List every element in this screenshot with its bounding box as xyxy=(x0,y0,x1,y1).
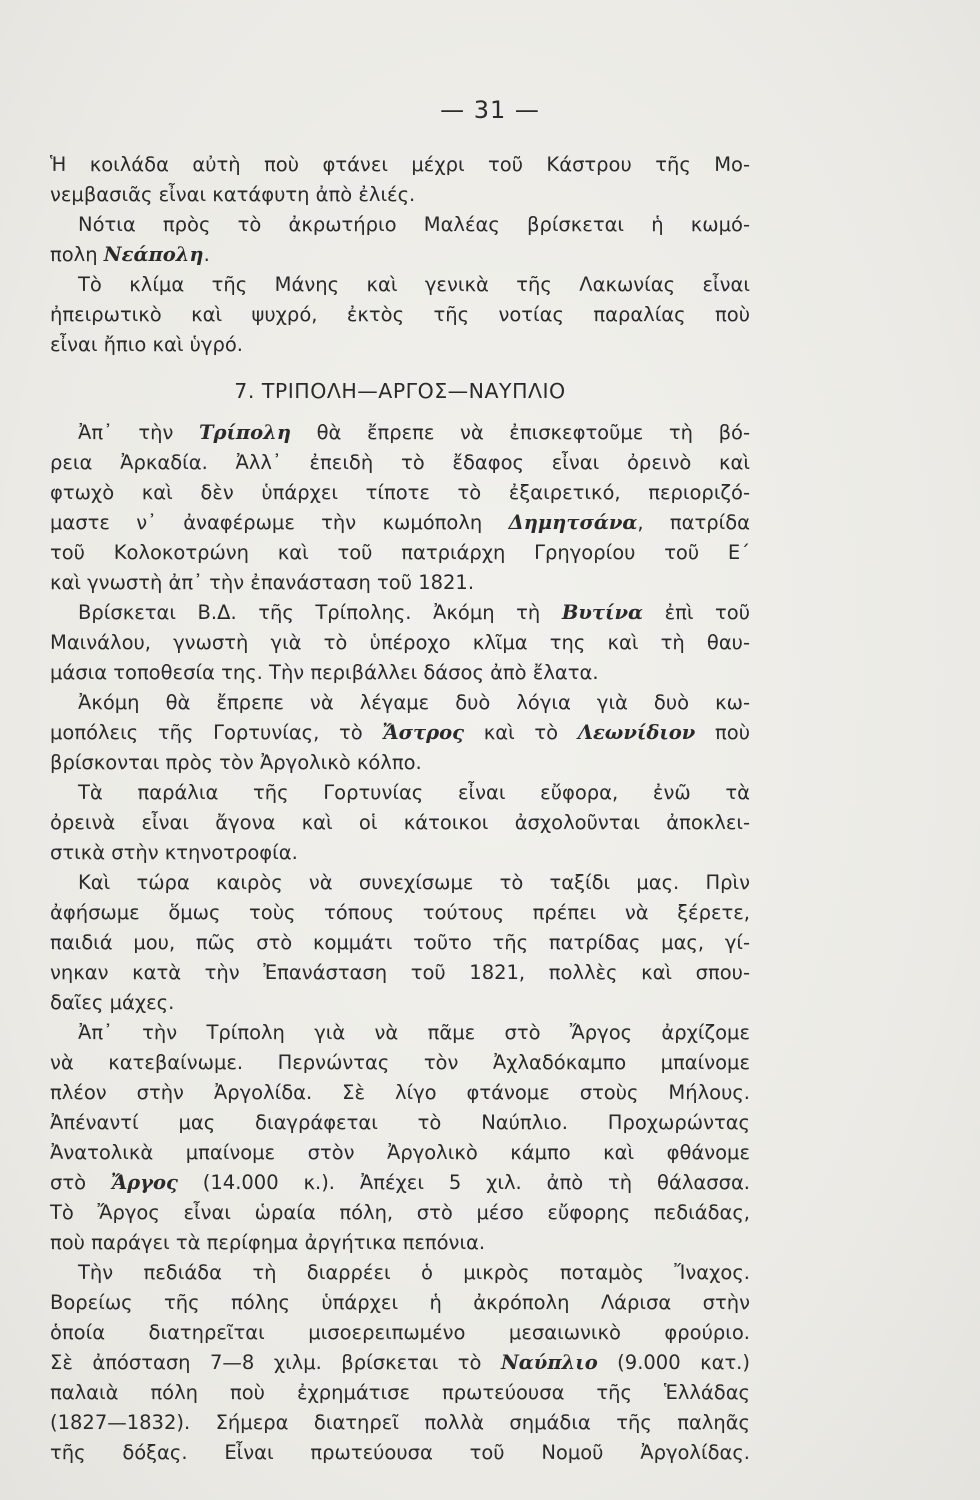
text-line: Τὸ κλίμα τῆς Μάνης καὶ γενικὰ τῆς Λακωνίας εἶναι xyxy=(78,273,750,296)
place-name-nafplio: Ναύπλιο xyxy=(500,1351,598,1374)
text-span: . xyxy=(203,243,210,266)
text-line: ὁποία διατηρεῖται μισοερειπωμένο μεσαιωνικὸ φρούριο. xyxy=(50,1321,750,1344)
text-span: (14.000 κ.). Ἀπέχει 5 χιλ. ἀπὸ τὴ θάλασσα. xyxy=(177,1171,750,1194)
text-line: ἀφήσωμε ὅμως τοὺς τόπους τούτους πρέπει νὰ ξέρετε, xyxy=(50,901,750,924)
text-span: μαστε ν᾽ ἀναφέρωμε τὴν κωμόπολη xyxy=(50,511,509,534)
text-span: (9.000 κατ.) xyxy=(597,1351,750,1374)
place-name-tripoli: Τρίπολη xyxy=(198,421,292,444)
text-line: στικὰ στὴν κτηνοτροφία. xyxy=(50,841,298,864)
text-line: Ἀνατολικὰ μπαίνομε στὸν Ἀργολικὸ κάμπο καὶ φθάνομε xyxy=(50,1141,750,1164)
text-line: Βορείως τῆς πόλης ὑπάρχει ἡ ἀκρόπολη Λάρισα στὴν xyxy=(50,1291,750,1314)
text-span: καὶ τὸ xyxy=(464,721,578,744)
text-line: νὰ κατεβαίνωμε. Περνώντας τὸν Ἀχλαδόκαμπο μπαίνομε xyxy=(50,1051,750,1074)
text-line: εἶναι ἤπιο καὶ ὑγρό. xyxy=(50,333,243,356)
text-span: Βρίσκεται Β.Δ. τῆς Τρίπολης. Ἀκόμη τὴ xyxy=(78,601,562,624)
text-line: νηκαν κατὰ τὴν Ἐπανάσταση τοῦ 1821, πολλὲς καὶ σπου- xyxy=(50,961,750,984)
text-span: ἐπὶ τοῦ xyxy=(642,601,750,624)
text-line xyxy=(50,418,750,448)
text-line: (1827—1832). Σήμερα διατηρεῖ πολλὰ σημάδια τῆς παληᾶς xyxy=(50,1411,750,1434)
text-line: Τὴν πεδιάδα τὴ διαρρέει ὁ μικρὸς ποταμὸς Ἴναχος. xyxy=(78,1261,750,1284)
text-line xyxy=(50,1348,750,1378)
text-line: Ἀκόμη θὰ ἔπρεπε νὰ λέγαμε δυὸ λόγια γιὰ δυὸ κω- xyxy=(78,691,750,714)
text-line: νεμβασιᾶς εἶναι κατάφυτη ἀπὸ ἐλιές. xyxy=(50,183,416,206)
place-name-neapoli: Νεάπολη xyxy=(103,243,204,266)
text-line: Μαινάλου, γνωστὴ γιὰ τὸ ὑπέροχο κλῖμα της καὶ τὴ θαυ- xyxy=(50,631,750,654)
text-span: θὰ ἔπρεπε νὰ ἐπισκεφτοῦμε τὴ βό- xyxy=(291,421,750,444)
text-line: Ἀπέναντί μας διαγράφεται τὸ Ναύπλιο. Προχωρώντας xyxy=(50,1111,750,1134)
text-line xyxy=(50,1168,750,1198)
place-name-vytina: Βυτίνα xyxy=(561,601,643,624)
section-heading: 7. ΤΡΙΠΟΛΗ—ΑΡΓΟΣ—ΝΑΥΠΛΙΟ xyxy=(234,379,566,403)
text-line: παιδιά μου, πῶς στὸ κομμάτι τοῦτο τῆς πατρίδας μας, γί- xyxy=(50,931,750,954)
text-line: ποὺ παράγει τὰ περίφημα ἀργήτικα πεπόνια. xyxy=(50,1231,486,1254)
text-line: παλαιὰ πόλη ποὺ ἐχρημάτισε πρωτεύουσα τῆς Ἑλλάδας xyxy=(50,1381,750,1404)
text-span: Ἀπ᾽ τὴν xyxy=(78,421,199,444)
text-line: βρίσκονται πρὸς τὸν Ἀργολικὸ κόλπο. xyxy=(50,751,422,774)
text-line: Ἀπ᾽ τὴν Τρίπολη γιὰ νὰ πᾶμε στὸ Ἄργος ἀρχίζομε xyxy=(78,1021,750,1044)
text-line xyxy=(50,240,750,270)
text-line: πλέον στὴν Ἀργολίδα. Σὲ λίγο φτάνομε στοὺς Μήλους. xyxy=(50,1081,750,1104)
text-span: , πατρίδα xyxy=(637,511,750,534)
text-line: μάσια τοποθεσία της. Τὴν περιβάλλει δάσος ἀπὸ ἔλατα. xyxy=(50,661,599,684)
text-line: ὀρεινὰ εἶναι ἄγονα καὶ οἱ κάτοικοι ἀσχολοῦνται ἀποκλει- xyxy=(50,811,750,834)
text-line: φτωχὸ καὶ δὲν ὑπάρχει τίποτε τὸ ἐξαιρετικό, περιοριζό- xyxy=(50,481,750,504)
text-span: πολη xyxy=(50,243,104,266)
text-line: Καὶ τώρα καιρὸς νὰ συνεχίσωμε τὸ ταξίδι μας. Πρὶν xyxy=(78,871,750,894)
text-line: τοῦ Κολοκοτρώνη καὶ τοῦ πατριάρχη Γρηγορίου τοῦ Ε´ xyxy=(50,541,750,564)
text-line: Ἡ κοιλάδα αὐτὴ ποὺ φτάνει μέχρι τοῦ Κάστρου τῆς Μο- xyxy=(50,153,750,176)
place-name-argos: Ἄργος xyxy=(110,1171,178,1194)
text-line: Τὰ παράλια τῆς Γορτυνίας εἶναι εὔφορα, ἐνῶ τὰ xyxy=(78,781,750,804)
place-name-dimitsana: Δημητσάνα xyxy=(508,511,638,534)
text-line xyxy=(50,508,750,538)
text-span: στὸ xyxy=(50,1171,111,1194)
place-name-astros: Ἄστρος xyxy=(382,721,465,744)
text-line xyxy=(50,718,750,748)
text-line xyxy=(50,598,750,628)
text-line: Νότια πρὸς τὸ ἀκρωτήριο Μαλέας βρίσκεται ἡ κωμό- xyxy=(78,213,750,236)
text-line: τῆς δόξας. Εἶναι πρωτεύουσα τοῦ Νομοῦ Ἀργολίδας. xyxy=(50,1441,750,1464)
text-span: Σὲ ἀπόσταση 7—8 χιλμ. βρίσκεται τὸ xyxy=(50,1351,501,1374)
text-line: Τὸ Ἄργος εἶναι ὡραία πόλη, στὸ μέσο εὔφορης πεδιάδας, xyxy=(50,1201,750,1224)
text-line: ἠπειρωτικὸ καὶ ψυχρό, ἐκτὸς τῆς νοτίας παραλίας ποὺ xyxy=(50,303,750,326)
page-number: — 31 — xyxy=(440,96,540,124)
place-name-leonidion: Λεωνίδιον xyxy=(577,721,696,744)
text-line: ρεια Ἀρκαδία. Ἀλλ᾽ ἐπειδὴ τὸ ἔδαφος εἶναι ὀρεινὸ καὶ xyxy=(50,451,750,474)
text-span: ποὺ xyxy=(695,721,751,744)
page-text xyxy=(50,150,750,1468)
text-span: μοπόλεις τῆς Γορτυνίας, τὸ xyxy=(50,721,383,744)
text-line: καὶ γνωστὴ ἀπ᾽ τὴν ἐπανάσταση τοῦ 1821. xyxy=(50,571,475,594)
text-line: δαῖες μάχες. xyxy=(50,991,175,1014)
